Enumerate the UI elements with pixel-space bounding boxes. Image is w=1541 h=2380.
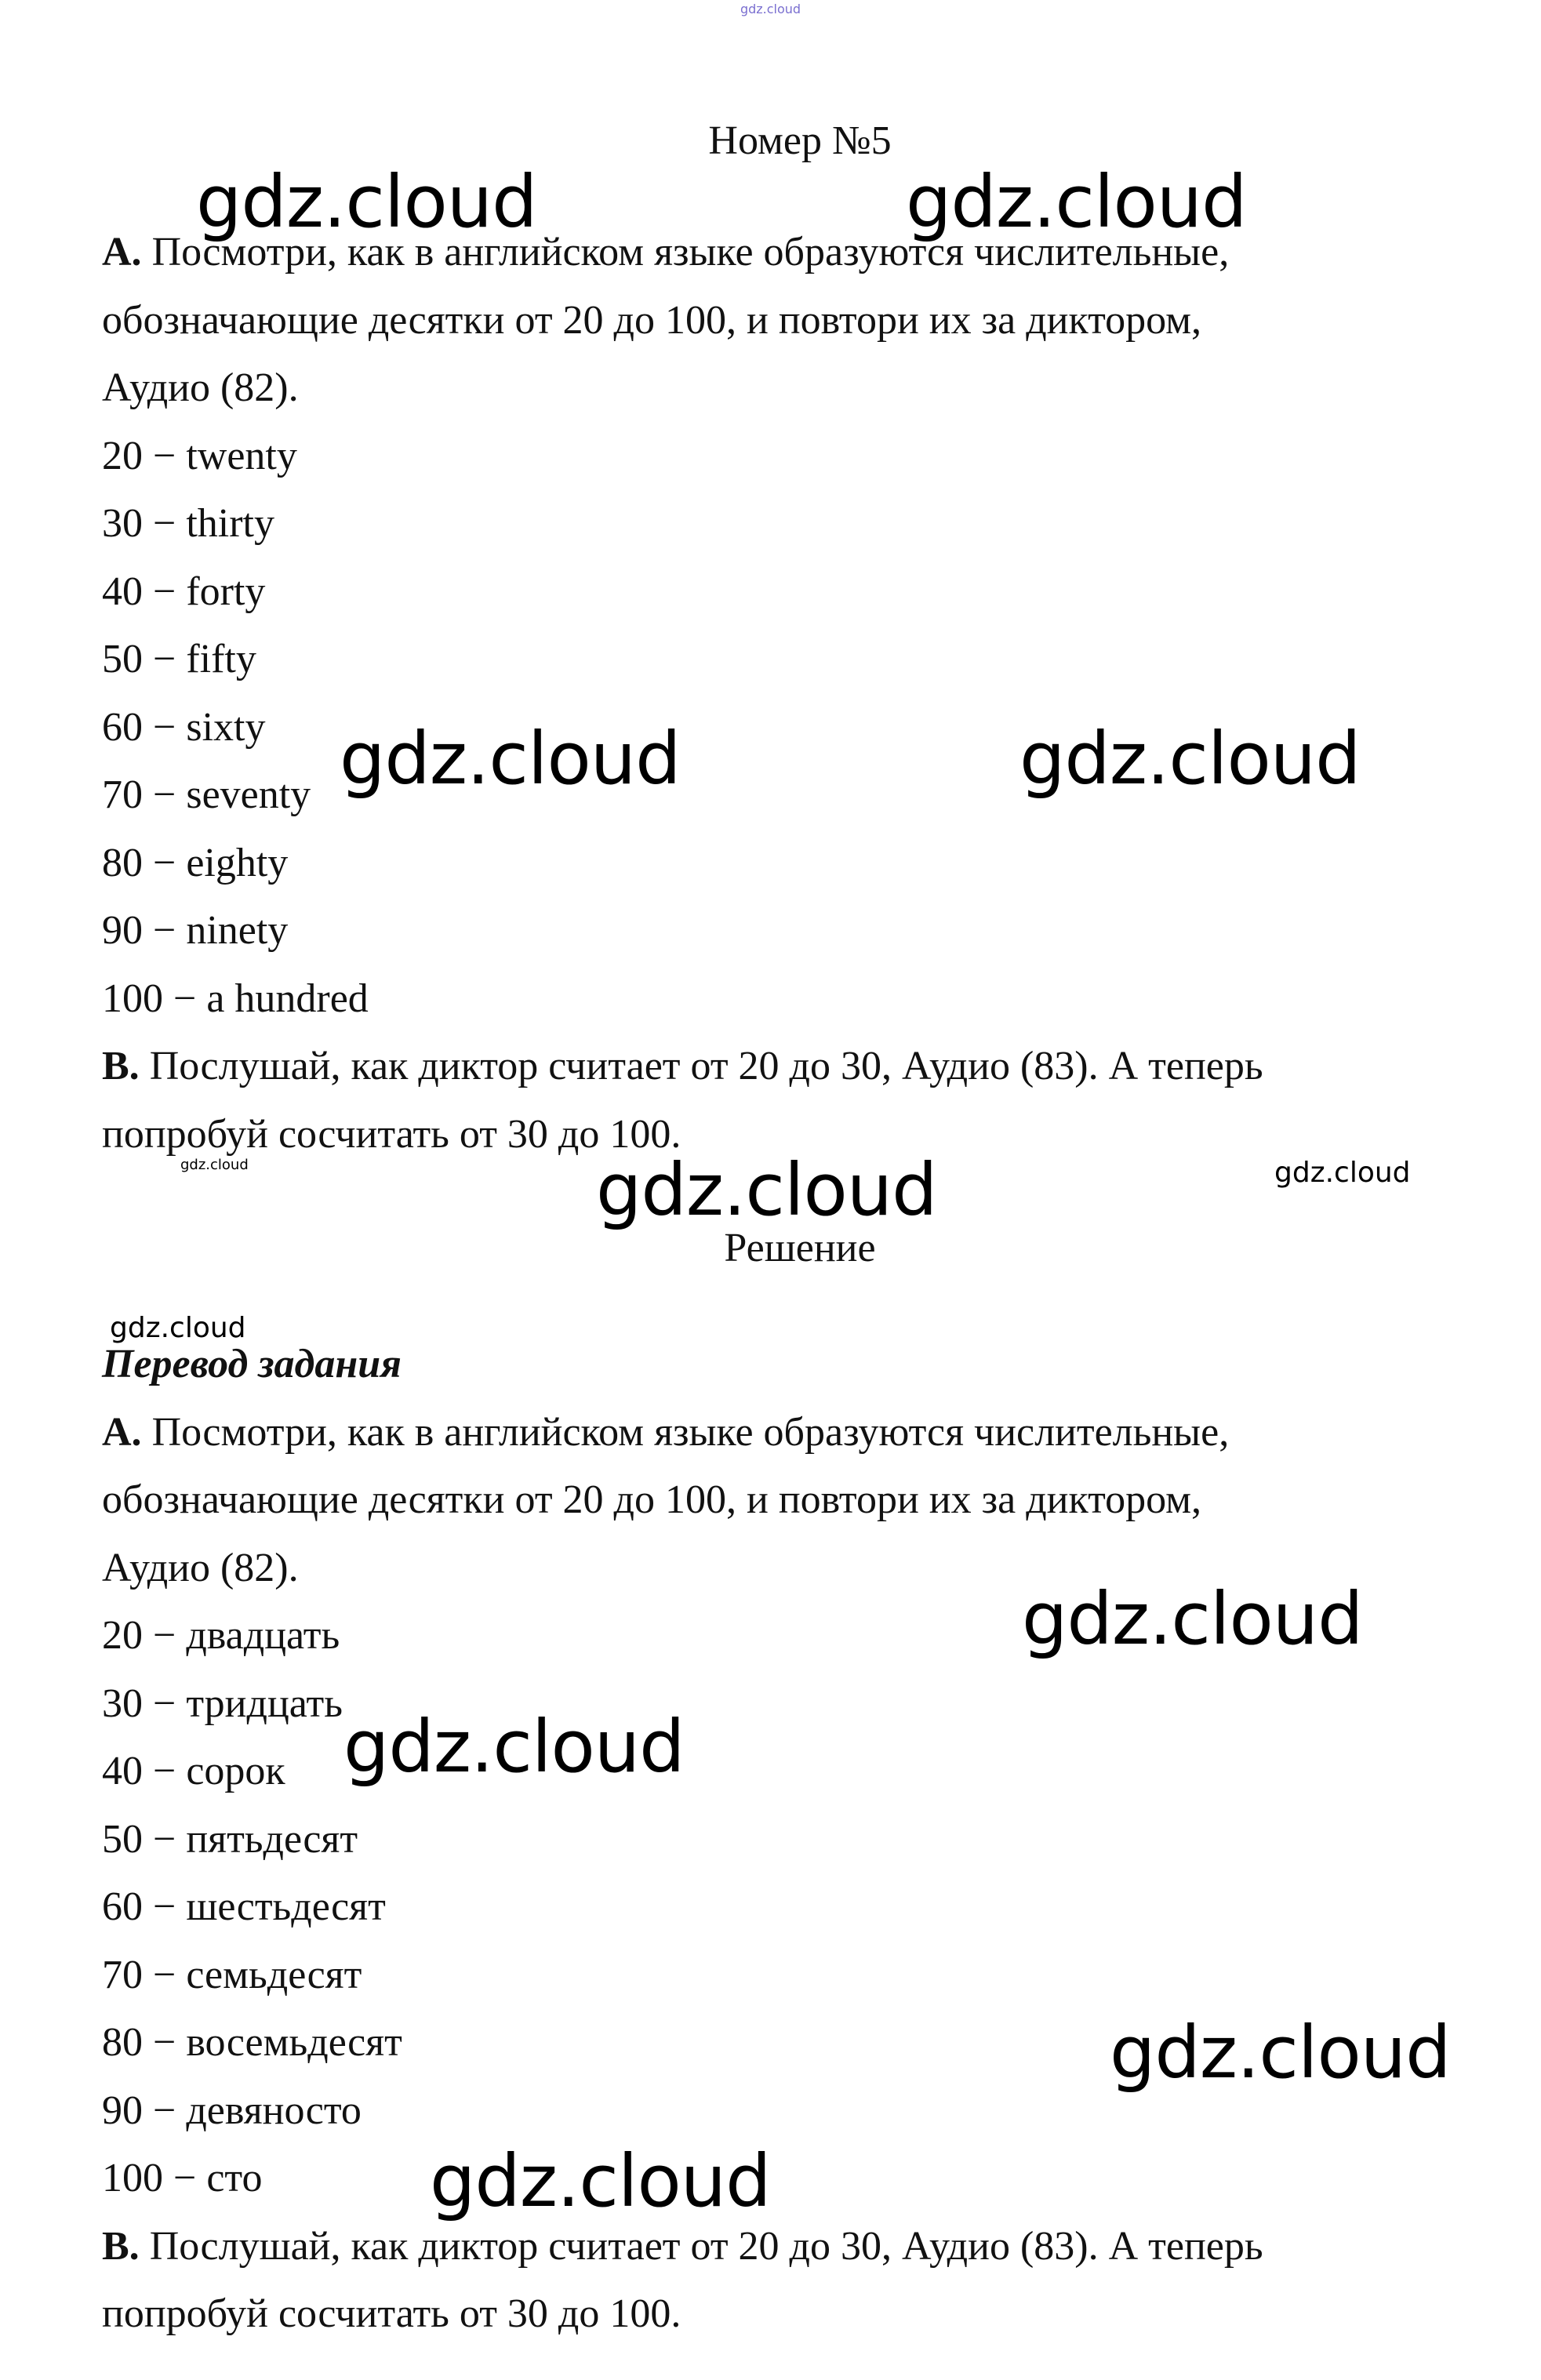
number-item: 60 − шестьдесят	[102, 1884, 386, 1929]
number-item: 30 − thirty	[102, 501, 274, 546]
number-item: 60 − sixty	[102, 704, 266, 750]
watermark: gdz.cloud	[196, 160, 537, 244]
number-item: 50 − fifty	[102, 637, 256, 681]
translation-b-label: В.	[102, 2223, 140, 2269]
number-item: 30 − тридцать	[102, 1681, 343, 1726]
translation-b-line-2: попробуй сосчитать от 30 до 100.	[102, 2291, 681, 2336]
number-item: 70 − семьдесят	[102, 1952, 362, 1997]
task-a-line-2: обозначающие десятки от 20 до 100, и повтори их за диктором,	[102, 297, 1202, 343]
number-item: 40 − сорок	[102, 1749, 285, 1793]
watermark: gdz.cloud	[180, 1157, 249, 1173]
translation-title: Перевод задания	[102, 1342, 402, 1386]
number-item: 50 − пятьдесят	[102, 1816, 358, 1862]
task-b-line-1: В. Послушай, как диктор считает от 20 до 30, Аудио (83). А теперь	[102, 1044, 1263, 1088]
page-title: Номер №5	[708, 118, 892, 163]
translation-b-line-1: В. Послушай, как диктор считает от 20 до 30, Аудио (83). А теперь	[102, 2223, 1263, 2269]
watermark: gdz.cloud	[1019, 717, 1361, 801]
number-item: 80 − eighty	[102, 840, 289, 885]
task-a-line-3: Аудио (82).	[102, 365, 299, 410]
number-item: 90 − девяносто	[102, 2087, 362, 2133]
translation-a-line-3: Аудио (82).	[102, 1545, 299, 1590]
task-b-label: В.	[102, 1044, 140, 1088]
number-item: 70 − seventy	[102, 772, 311, 817]
solution-title: Решение	[724, 1226, 876, 1270]
watermark: gdz.cloud	[1274, 1157, 1411, 1189]
task-block	[102, 219, 1482, 1168]
watermark: gdz.cloud	[906, 160, 1247, 244]
number-item: 20 − twenty	[102, 433, 297, 478]
translation-a-label: А.	[102, 1409, 142, 1455]
number-item: 40 − forty	[102, 569, 266, 614]
watermark: gdz.cloud	[596, 1148, 937, 1232]
number-item: 20 − двадцать	[102, 1613, 340, 1658]
number-item: 100 − a hundred	[102, 976, 369, 1021]
top-watermark: gdz.cloud	[740, 2, 801, 16]
translation-a-line-2: обозначающие десятки от 20 до 100, и повтори их за диктором,	[102, 1477, 1202, 1522]
translation-a-line-1: А. Посмотри, как в английском языке образуются числительные,	[102, 1409, 1230, 1455]
task-a-label: А.	[102, 230, 142, 274]
watermark: gdz.cloud	[343, 1705, 685, 1789]
watermark: gdz.cloud	[430, 2139, 771, 2223]
watermark: gdz.cloud	[1022, 1577, 1363, 1661]
task-b-line-2: попробуй сосчитать от 30 до 100.	[102, 1111, 681, 1157]
task-a-line-1: А. Посмотри, как в английском языке образуются числительные,	[102, 230, 1230, 274]
watermark: gdz.cloud	[340, 717, 681, 801]
watermark: gdz.cloud	[1110, 2011, 1451, 2095]
watermark: gdz.cloud	[110, 1312, 246, 1344]
translation-block	[102, 1331, 1482, 2349]
number-item: 90 − ninety	[102, 908, 289, 953]
number-item: 100 − сто	[102, 2156, 263, 2200]
number-item: 80 − восемьдесят	[102, 2020, 402, 2065]
